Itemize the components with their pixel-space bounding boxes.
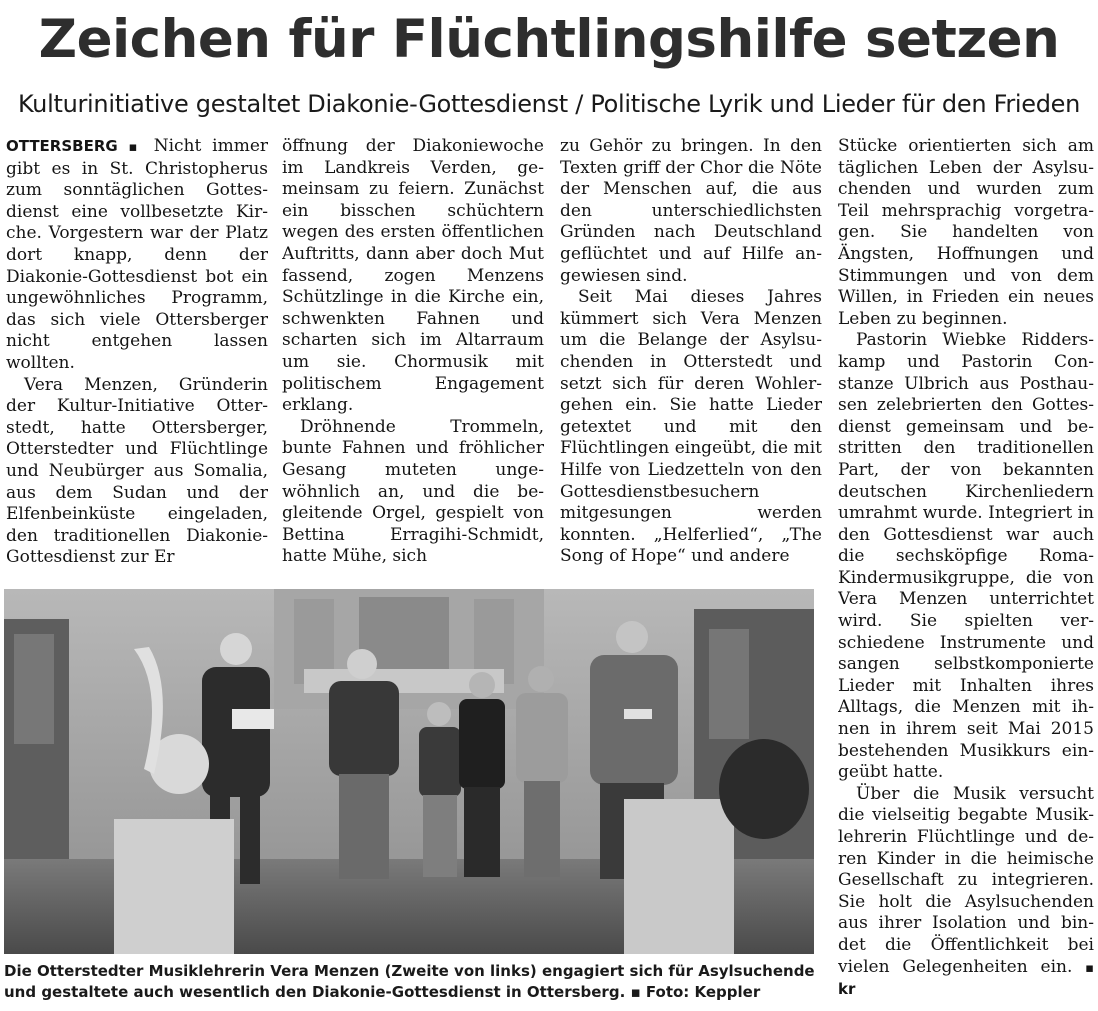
article-column-2 <box>282 136 544 576</box>
author-signature: kr <box>838 980 856 999</box>
separator-bullet: ▪ <box>1085 960 1094 976</box>
subheadline: Kulturinitiative gestaltet Diakonie-Gottesdienst / Politische Lyrik und Lieder für den Frieden <box>17 90 1081 118</box>
left-panel-arch <box>14 634 54 744</box>
paragraph: Seit Mai dieses Jahres kümmert sich Vera Menzen um die Belange der Asylsuchenden in Otterstedt und setzt sich für deren Wohlergehen ein. Sie hatte Lieder getextet und mit den Flüchtlingen eingeübt, die mit Hilfe von Liedzetteln von den Gottesdienstbesuchern mitgesungen werden konnten. „Helferlied“, „The Song of Hope“ und andere <box>560 287 822 567</box>
paragraph-text: Über die Musik versucht die vielseitig begabte Musiklehrerin Flüchtlinge und deren Kinder in die heimische Gesellschaft zu integrieren. Sie holt die Asylsuchenden aus ihrer Isolation und bindet die Öffentlichkeit bei vielen Gelegenheiten ein. <box>838 783 1094 977</box>
foreground-pew-right <box>624 799 734 954</box>
person-child-2 <box>459 672 505 877</box>
headline: Zeichen für Flüchtlingshilfe setzen <box>38 9 1060 70</box>
right-panel-arch <box>709 629 749 739</box>
article-column-4 <box>838 136 1094 1004</box>
paragraph <box>6 136 268 375</box>
church-choir-photo <box>4 589 814 954</box>
article-column-3 <box>560 136 822 576</box>
article-photo <box>4 589 814 954</box>
article-column-1 <box>6 136 268 576</box>
person-vera-menzen <box>329 649 399 879</box>
person-child-1 <box>419 702 461 877</box>
paragraph: Vera Menzen, Gründerin der Kultur-Initiative Otterstedt, hatte Ottersberger, Otterstedter und Flüchtlinge und Neubürger aus Somalia, aus dem Sudan und der Elfenbeinküste eingeladen, den traditionellen Diakonie-Gottesdienst zur Er <box>6 374 268 568</box>
photo-caption: Die Otterstedter Musiklehrerin Vera Menzen (Zweite von links) engagiert sich für Asylsuchende und gestaltete auch wesentlich den Diakonie-Gottesdienst in Ottersberg. ▪ Foto: Keppler <box>4 962 815 1001</box>
foreground-pew-left <box>114 819 234 954</box>
paragraph: Pastorin Wiebke Ridderskamp und Pastorin Constanze Ulbrich aus Posthausen zelebrierten den Gottesdienst gemeinsam und bestritten den traditionellen Part, der von bekannten deutschen Kirchenliedern umrahmt wurde. Integriert in den Gottesdienst war auch die sechsköpfige Roma-Kindermusikgruppe, die von Vera Menzen unterrichtet wird. Sie spielten verschiedene Instrumente und sangen selbstkomponierte Lieder mit Inhalten ihres Alltags, die Menzen mit ihnen in ihrem seit Mai 2015 bestehenden Musikkurs eingeübt hatte. <box>838 330 1094 783</box>
paragraph-text: Nicht immer gibt es in St. Christopherus zum sonntäglichen Gottesdienst eine vollbesetzte Kirche. Vorgestern war der Platz dort knapp, denn der Diakonie-Gottesdienst bot ein ungewöhnliches Programm, das sich viele Ottersberger nicht entgehen lassen wollten. <box>6 136 268 373</box>
audience-head-right <box>719 739 809 839</box>
dateline: OTTERSBERG <box>6 137 118 155</box>
paragraph: Stücke orientierten sich am täglichen Leben der Asylsuchenden und wurden zum Teil mehrsprachig vorgetragen. Sie handelten von Ängsten, Hoffnungen und Stimmungen und von dem Willen, in Frieden ein neues Leben zu beginnen. <box>838 136 1094 329</box>
paragraph: zu Gehör zu bringen. In den Texten griff der Chor die Nöte der Menschen auf, die aus den unterschiedlichsten Gründen nach Deutschland geflüchtet und auf Hilfe angewiesen sind. <box>560 136 822 286</box>
paragraph: öffnung der Diakoniewoche im Landkreis Verden, gemeinsam zu feiern. Zunächst ein bisschen schüchtern wegen des ersten öffentlichen Auftritts, dann aber doch Mut fassend, zogen Menzens Schützlinge in die Kirche ein, schwenkten Fahnen und scharten sich im Altarraum um sie. Chormusik mit politischem Engagement erklang. <box>282 136 544 416</box>
paragraph <box>838 784 1094 1001</box>
paragraph: Dröhnende Trommeln, bunte Fahnen und fröhlicher Gesang muteten ungewöhnlich an, und die begleitende Orgel, gespielt von Bettina Erragihi-Schmidt, hatte Mühe, sich <box>282 416 544 567</box>
separator-bullet: ▪ <box>128 140 143 155</box>
